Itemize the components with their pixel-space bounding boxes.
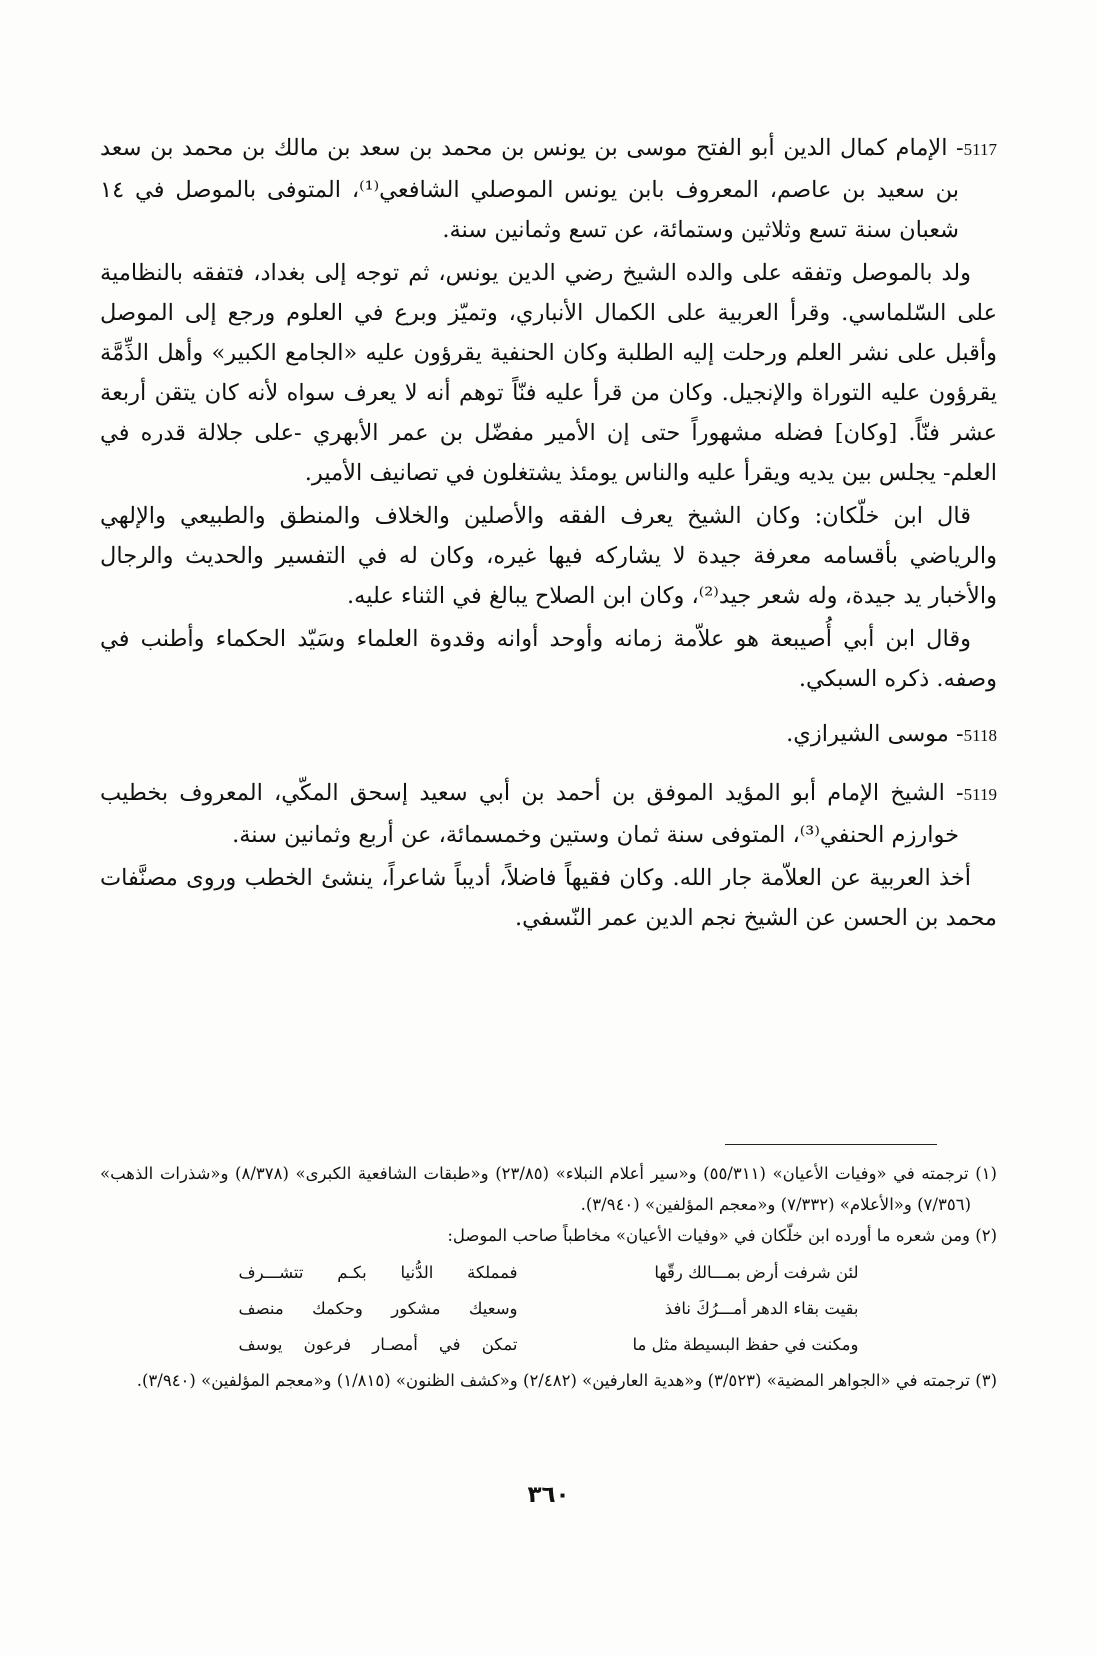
verse-first-hemistich: بقيت بقاء الدهر أمـــرُكَ نافذ bbox=[664, 1299, 859, 1318]
footnotes bbox=[100, 1158, 997, 1396]
entry-5118-heading: 5118- موسى الشيرازي. bbox=[100, 714, 997, 756]
poem-verse bbox=[239, 1255, 859, 1291]
entry-5119-heading: 5119- الشيخ الإمام أبو المؤيد الموفق بن أحمد بن أبي سعيد إسحق المكّي، المعروف بخطيب خوارزم الحنفي⁽³⁾، المتوفى سنة ثمان وستين وخمسمائة، عن أربع وثمانين سنة. bbox=[100, 773, 997, 855]
footnote-3: (٣) ترجمته في «الجواهر المضية» (٣/٥٢٣) و«هدية العارفين» (٢/٤٨٢) و«كشف الظنون» (١/٨١٥) و«معجم المؤلفين» (٣/٩٤٠). bbox=[136, 1371, 997, 1390]
entry-number: 5119 bbox=[963, 785, 997, 804]
footnote-2: (٢) ومن شعره ما أورده ابن خلّكان في «وفيات الأعيان» مخاطباً صاحب الموصل: bbox=[447, 1226, 997, 1245]
entry-text: موسى الشيرازي. bbox=[786, 721, 949, 747]
entry-5117-paragraph: قال ابن خلّكان: وكان الشيخ يعرف الفقه والأصلين والخلاف والمنطق والطبيعي والإلهي والرياضي بأقسامه معرفة جيدة لا يشاركه فيها غيره، وكان له في التفسير والحديث والرجال والأخبار يد جيدة، وله شعر جيد⁽²⁾، وكان ابن الصلاح يبالغ في الثناء عليه. bbox=[100, 503, 997, 609]
verse-second-hemistich: وسعيك مشكور وحكمك منصف bbox=[238, 1299, 518, 1318]
entry-5117-paragraph: وقال ابن أبي أُصيبعة هو علاّمة زمانه وأوحد أوانه وقدوة العلماء وسَيّد الحكماء وأطنب في وصفه. ذكره السبكي. bbox=[100, 626, 997, 692]
poem-verse bbox=[239, 1327, 859, 1363]
main-text bbox=[100, 128, 997, 938]
verse-second-hemistich: فمملكة الدُّنيا بكـم تتشـــرف bbox=[238, 1263, 518, 1282]
poem-verse bbox=[239, 1291, 859, 1327]
entry-text: الإمام كمال الدين أبو الفتح موسى بن يونس بن محمد بن سعد بن مالك بن محمد بن سعد بن سعيد بن عاصم، المعروف بابن يونس الموصلي الشافعي⁽¹⁾، المتوفى بالموصل في ١٤ شعبان سنة تسع وثلاثين وستمائة، عن تسع وثمانين سنة. bbox=[100, 135, 959, 243]
footnote-1: (١) ترجمته في «وفيات الأعيان» (٥٥/٣١١) و«سير أعلام النبلاء» (٢٣/٨٥) و«طبقات الشافعية الكبرى» (٨/٣٧٨) و«شذرات الذهب» (٧/٣٥٦) و«الأعلام» (٧/٣٣٢) و«معجم المؤلفين» (٣/٩٤٠). bbox=[100, 1164, 997, 1214]
footnote-separator bbox=[725, 1144, 937, 1145]
verse-first-hemistich: لئن شرفت أرض بمـــالك رقّها bbox=[654, 1263, 859, 1282]
entry-text: الشيخ الإمام أبو المؤيد الموفق بن أحمد بن أبي سعيد إسحق المكّي، المعروف بخطيب خوارزم الحنفي⁽³⁾، المتوفى سنة ثمان وستين وخمسمائة، عن أربع وثمانين سنة. bbox=[100, 780, 959, 848]
entry-5119-paragraph: أخذ العربية عن العلاّمة جار الله. وكان فقيهاً فاضلاً، أديباً شاعراً، ينشئ الخطب وروى مصنَّفات محمد بن الحسن عن الشيخ نجم الدين عمر النّسفي. bbox=[100, 865, 997, 931]
poem bbox=[239, 1255, 859, 1363]
entry-5117-heading: 5117- الإمام كمال الدين أبو الفتح موسى بن يونس بن محمد بن سعد بن مالك بن محمد بن سعد بن سعيد بن عاصم، المعروف بابن يونس الموصلي الشافعي⁽¹⁾، المتوفى بالموصل في ١٤ شعبان سنة تسع وثلاثين وستمائة، عن تسع وثمانين سنة. bbox=[100, 128, 997, 250]
entry-number: 5117 bbox=[963, 140, 997, 159]
entry-number: 5118 bbox=[963, 726, 997, 745]
verse-second-hemistich: تمكن في أمصـار فرعون يوسف bbox=[238, 1335, 518, 1354]
verse-first-hemistich: ومكنت في حفظ البسيطة مثل ما bbox=[632, 1335, 859, 1354]
entry-5117-paragraph: ولد بالموصل وتفقه على والده الشيخ رضي الدين يونس، ثم توجه إلى بغداد، فتفقه بالنظامية على السّلماسي. وقرأ العربية على الكمال الأنباري، وتميّز وبرع في العلوم ورجع إلى الموصل وأقبل على نشر العلم ورحلت إليه الطلبة وكان الحنفية يقرؤون عليه «الجامع الكبير» وأهل الذِّمَّة يقرؤون عليه التوراة والإنجيل. وكان من قرأ عليه فنّاً توهم أنه لا يعرف سواه لأنه كان يتقن أربعة عشر فنّاً. [وكان] فضله مشهوراً حتى إن الأمير مفضّل بن عمر الأبهري -على جلالة قدره في العلم- يجلس بين يديه ويقرأ عليه والناس يومئذ يشتغلون في تصانيف الأمير. bbox=[100, 260, 997, 486]
page-number: ٣٦٠ bbox=[527, 1482, 570, 1508]
